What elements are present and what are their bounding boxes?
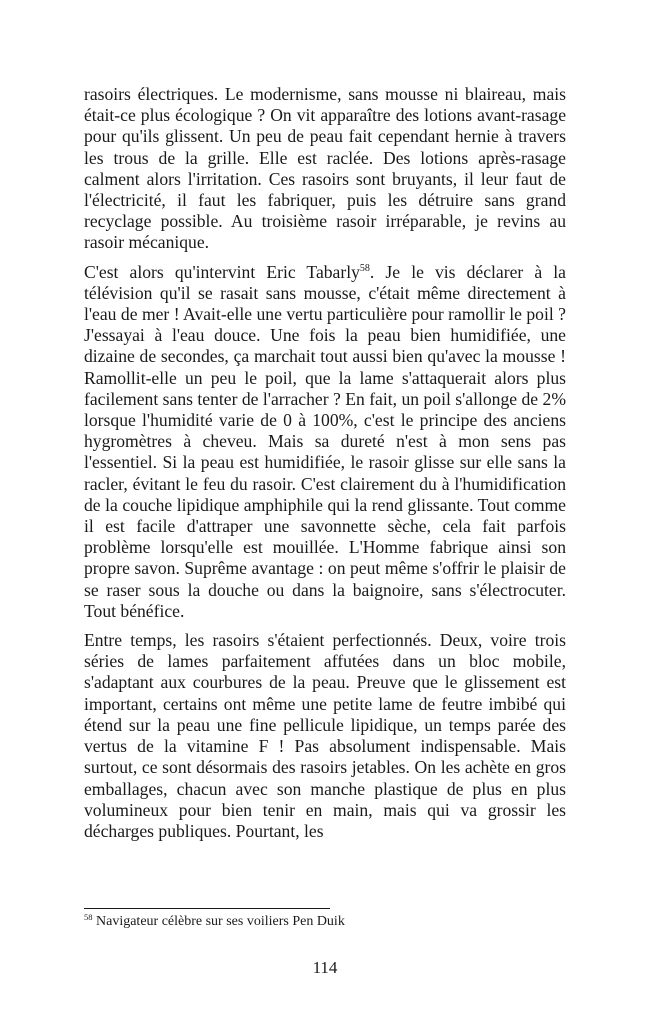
footnote-number: 58	[84, 912, 93, 922]
footnote-text: Navigateur célèbre sur ses voiliers Pen Duik	[92, 914, 345, 929]
footnote-reference[interactable]: 58	[359, 262, 370, 274]
page-body	[84, 84, 566, 850]
paragraph-1: rasoirs électriques. Le modernisme, sans mousse ni blaireau, mais était-ce plus écologique ? On vit apparaître des lotions avant-rasage pour qu'ils glissent. Un peu de peau fait cependant hernie à travers les trous de la grille. Elle est raclée. Des lotions après-rasage calment alors l'irritation. Ces rasoirs sont bruyants, il leur faut de l'électricité, il faut les fabriquer, puis les détruire sans grand recyclage possible. Au troisième rasoir irréparable, je revins au rasoir mécanique.	[84, 84, 566, 253]
paragraph-2-text-end: . Je le vis déclarer à la télévision qu'il se rasait sans mousse, c'était même directement à l'eau de mer ! Avait-elle une vertu particulière pour ramollir le poil ? J'essayai à l'eau douce. Une fois la peau bien humidifiée, une dizaine de secondes, ça marchait tout aussi bien qu'avec la mousse ! Ramollit-elle un peu le poil, que la lame s'attaquerait alors plus facilement sans tenter de l'arracher ? En fait, un poil s'allonge de 2% lorsque l'humidité varie de 0 à 100%, c'est le principe des anciens hygromètres à cheveu. Mais sa dureté n'est à mon sens pas l'essentiel. Si la peau est humidifiée, le rasoir glisse sur elle sans la racler, évitant le feu du rasoir. C'est clairement du à l'humidification de la couche lipidique amphiphile qui la rend glissante. Tout comme il est facile d'attraper une savonnette sèche, cela fait parfois problème lorsqu'elle est mouillée. L'Homme fabrique ainsi son propre savon. Suprême avantage : on peut même s'offrir le plaisir de se raser sous la douche ou dans la baignoire, sans s'électrocuter. Tout bénéfice.	[84, 261, 566, 621]
footnote-separator	[84, 908, 330, 909]
footnote	[84, 914, 345, 930]
paragraph-2-text-start: C'est alors qu'intervint Eric Tabarly	[84, 261, 360, 282]
paragraph-2	[84, 262, 566, 622]
page-number: 114	[312, 958, 338, 977]
paragraph-3: Entre temps, les rasoirs s'étaient perfectionnés. Deux, voire trois séries de lames parfaitement affutées dans un bloc mobile, s'adaptant aux courbures de la peau. Preuve que le glissement est important, certains ont même une petite lame de feutre imbibé qui étend sur la peau une fine pellicule lipidique, un temps parée des vertus de la vitamine F ! Pas absolument indispensable. Mais surtout, ce sont désormais des rasoirs jetables. On les achète en gros emballages, chacun avec son manche plastique de plus en plus volumineux pour bien tenir en main, mais qui va grossir les décharges publiques. Pourtant, les	[84, 630, 566, 841]
